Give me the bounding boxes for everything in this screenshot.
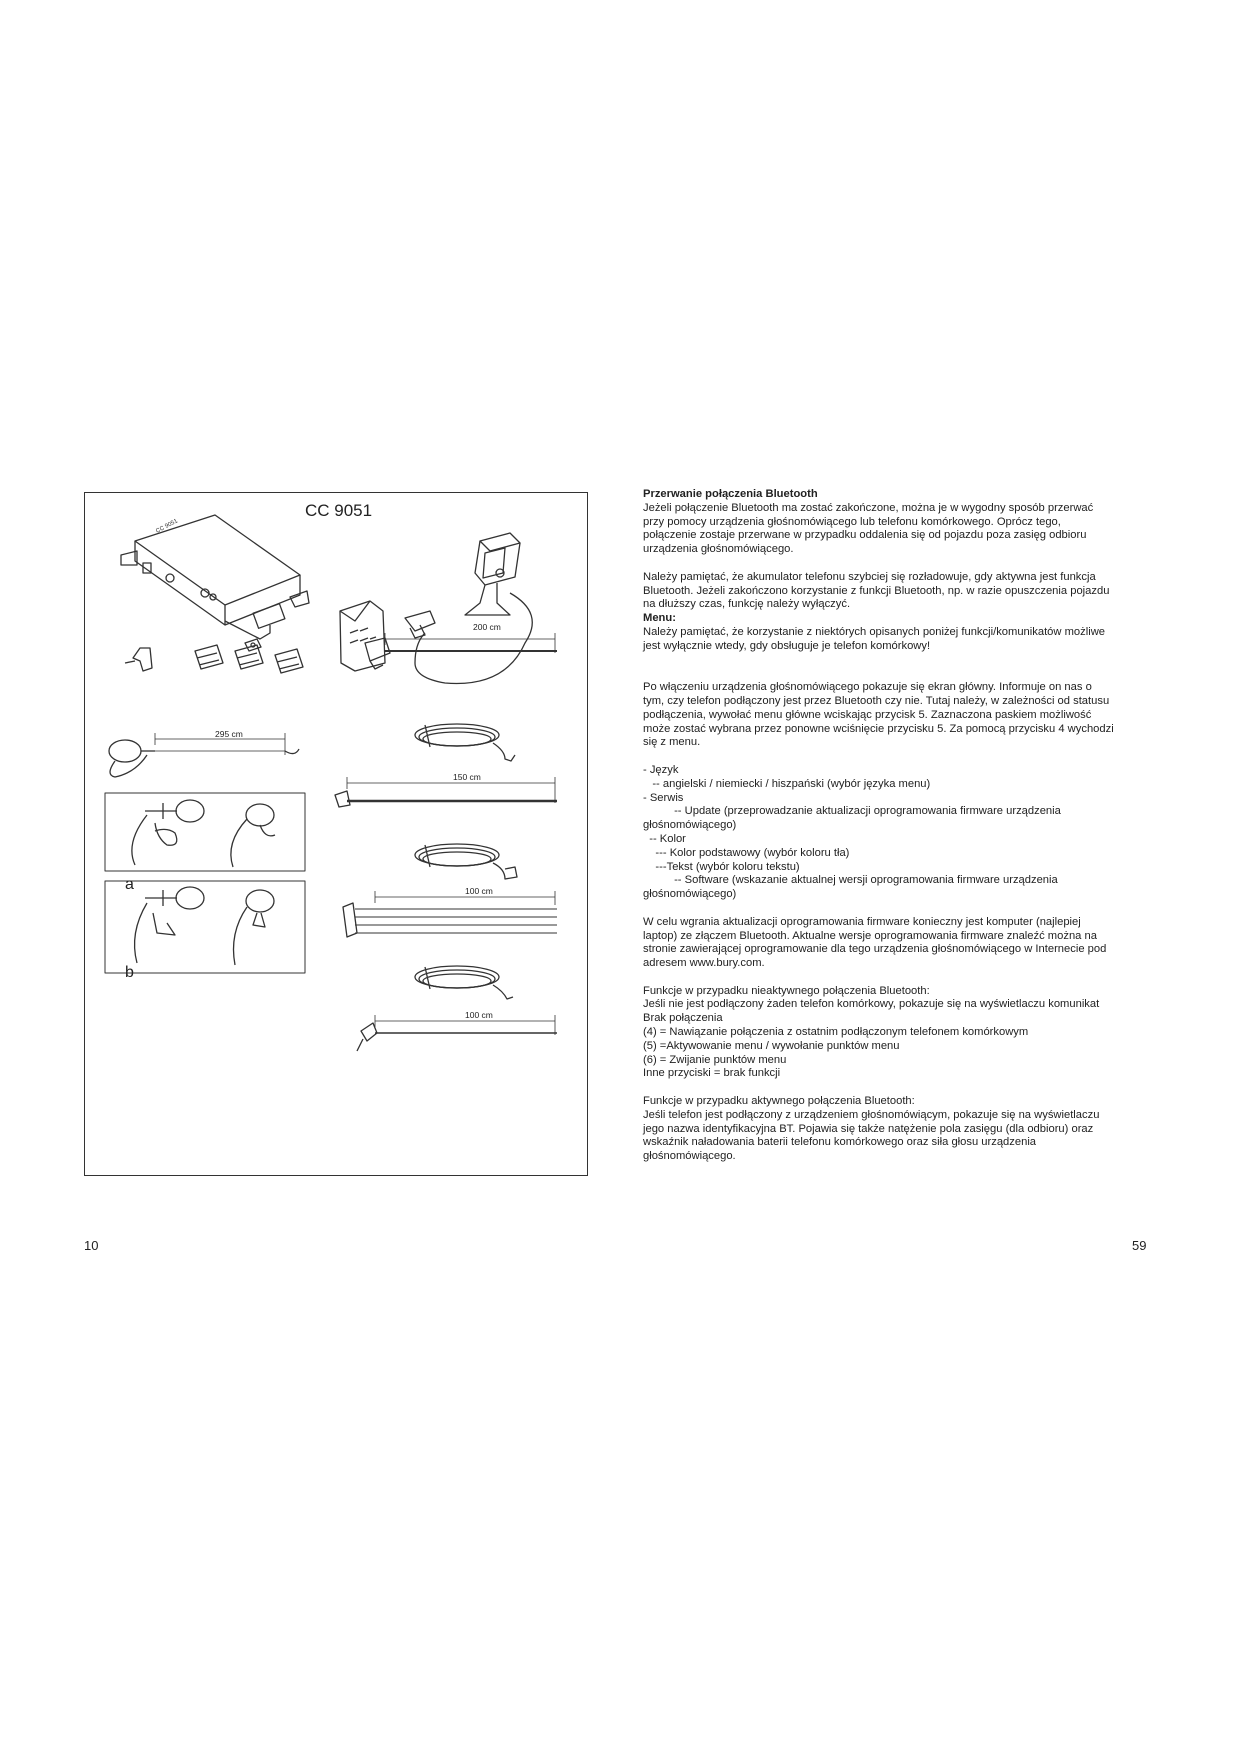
menu-list-item: --- Kolor podstawowy (wybór koloru tła) [643, 846, 850, 859]
para5-line: W celu wgrania aktualizacji oprogramowania firmware konieczny jest komputer (najlepiej [643, 915, 1081, 928]
para7-line: głośnomówiącego. [643, 1150, 736, 1163]
para1-line: połączenie zostaje przerwane w przypadku oddalenia się od pojazdu poza zasięg odbioru [643, 529, 1087, 542]
para6-line: Brak połączenia [643, 1012, 723, 1025]
menu-list-item: -- Software (wskazanie aktualnej wersji oprogramowania firmware urządzenia [643, 874, 1058, 887]
para2-line: Należy pamiętać, że akumulator telefonu szybciej się rozładowuje, gdy aktywna jest funkcja [643, 570, 1096, 583]
para7-line: wskaźnik naładowania baterii telefonu komórkowego oraz siła głosu urządzenia [643, 1136, 1037, 1149]
para1-line: Jeżeli połączenie Bluetooth ma zostać zakończone, można je w wygodny sposób przerwać [643, 501, 1094, 514]
mounting-pads-illustration [340, 601, 385, 671]
menu-list-item: - Język [643, 763, 679, 776]
coiled-cable-3-illustration [415, 966, 513, 999]
menu-list-item: ---Tekst (wybór koloru tekstu) [643, 860, 800, 873]
heading-menu: Menu: [643, 612, 676, 625]
right-page-text [643, 488, 1163, 1164]
para5-line: laptop) ze złączem Bluetooth. Aktualne wersje oprogramowania firmware znaleźć można na [643, 929, 1097, 942]
para4-line: może zostać wybrana przez ponowne wciśnięcie przycisku 5. Za pomocą przycisku 4 wychodzi [643, 722, 1114, 735]
microphone-295cm-illustration [109, 733, 299, 777]
coiled-cable-2-illustration [415, 844, 517, 879]
mic-cable-295cm-label: 295 cm [215, 729, 243, 739]
menu-list-item: -- Kolor [643, 832, 686, 845]
para4-line: się z menu. [643, 736, 701, 749]
mic-option-b-illustration [135, 887, 274, 965]
cc9051-device-illustration [121, 515, 309, 651]
para1-line: przy pomocy urządzenia głośnomówiącego lub telefonu komórkowego. Oprócz tego, [643, 515, 1061, 528]
menu-list-item: - Serwis [643, 791, 684, 804]
para2-line: na dłuższy czas, funkcję należy wyłączyć. [643, 598, 851, 611]
heading-disconnect: Przerwanie połączenia Bluetooth [643, 488, 818, 500]
mic-option-a-panel [105, 793, 305, 871]
para6-line: (6) = Zwijanie punktów menu [643, 1053, 787, 1066]
para6-line: Inne przyciski = brak funkcji [643, 1067, 781, 1080]
cable-100cm-label-1: 100 cm [465, 886, 493, 896]
para3-line: jest wyłącznie wtedy, gdy obsługuje je telefon komórkowy! [643, 639, 931, 652]
device-label: CC 9051 [155, 518, 179, 535]
package-contents-drawing [85, 493, 589, 1177]
para4-line: podłączenia, wywołać menu główne wciskając przycisk 5. Zaznaczona paskiem możliwość [643, 708, 1092, 721]
cable-150cm-label: 150 cm [453, 772, 481, 782]
right-page-number: 59 [1132, 1238, 1147, 1253]
mic-option-a-illustration [132, 800, 275, 867]
para4-line: Po włączeniu urządzenia głośnomówiącego pokazuje się ekran główny. Informuje on nas o [643, 681, 1092, 694]
para5-line: stronie zawierającej oprogramowanie dla tego urządzenia głośnomówiącego w Internecie pod [643, 943, 1107, 956]
menu-list-item: -- Update (przeprowadzanie aktualizacji oprogramowania firmware urządzenia [643, 805, 1061, 818]
para2-line: Bluetooth. Jeżeli zakończono korzystanie z funkcji Bluetooth, np. w razie opuszczenia pojazdu [643, 584, 1110, 597]
menu-list-item: głośnomówiącego) [643, 888, 737, 901]
left-page-number: 10 [84, 1238, 99, 1253]
menu-list-item: -- angielski / niemiecki / hiszpański (wybór języka menu) [643, 777, 931, 790]
para7-line: jego nazwa identyfikacyjna BT. Pojawia się także natężenie pola zasięgu (dla odbioru) oraz [643, 1122, 1094, 1135]
cable-100cm-wires-illustration [343, 891, 557, 937]
cable-200cm-label: 200 cm [473, 622, 501, 632]
para5-line: adresem www.bury.com. [643, 957, 765, 970]
mic-option-a-label: a [125, 876, 134, 893]
para7-line: Jeśli telefon jest podłączony z urządzeniem głośnomówiącym, pokazuje się na wyświetlaczu [643, 1108, 1100, 1121]
para6-line: (5) =Aktywowanie menu / wywołanie punktów menu [643, 1039, 900, 1052]
para7-line: Funkcje w przypadku aktywnego połączenia Bluetooth: [643, 1095, 915, 1108]
coiled-cable-1-illustration [415, 724, 515, 761]
menu-list-item: głośnomówiącego) [643, 819, 737, 832]
para6-line: (4) = Nawiązanie połączenia z ostatnim podłączonym telefonem komórkowym [643, 1026, 1029, 1039]
cable-100cm-jack-illustration [357, 1015, 557, 1051]
para6-line: Funkcje w przypadku nieaktywnego połączenia Bluetooth: [643, 984, 930, 997]
model-title: CC 9051 [305, 501, 373, 520]
para1-line: urządzenia głośnomówiącego. [643, 543, 794, 556]
para6-line: Jeśli nie jest podłączony żaden telefon komórkowy, pokazuje się na wyświetlaczu komunikat [643, 998, 1100, 1011]
mic-option-b-label: b [125, 964, 134, 981]
package-contents-figure [84, 492, 588, 1176]
cable-100cm-label-2: 100 cm [465, 1010, 493, 1020]
phone-holder-illustration [405, 533, 532, 684]
mic-option-b-panel [105, 881, 305, 973]
para4-line: tym, czy telefon podłączony jest przez Bluetooth czy nie. Tutaj należy, w zależności od statusu [643, 694, 1110, 707]
mounting-accessories-illustration [125, 645, 303, 673]
para3-line: Należy pamiętać, że korzystanie z niektórych opisanych poniżej funkcji/komunikatów możliwe [643, 625, 1105, 638]
cable-150cm-illustration [335, 777, 557, 807]
